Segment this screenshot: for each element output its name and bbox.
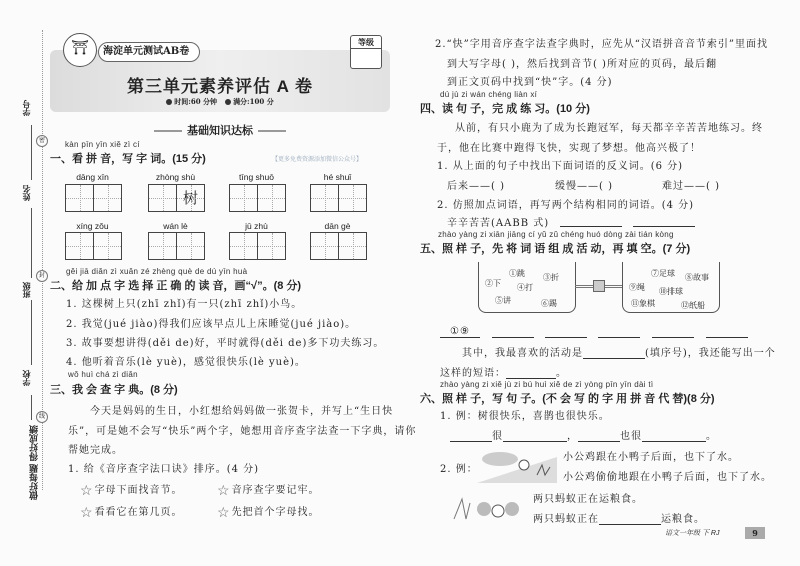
word-pinyin: dāng xīn: [76, 172, 109, 182]
noun-pool: ⑦足球 ⑧故事 ⑨绳 ⑩排球 ⑪象棋 ⑫纸船: [622, 262, 720, 313]
book-label: 语文一年级 下 RJ: [665, 530, 720, 537]
s2-item: 2. 我觉(jué jiào)得我们应该早点儿上床睡觉(jué jiào)。: [66, 319, 357, 330]
aabb-blank[interactable]: [560, 216, 622, 227]
s6-example2b: 小公鸡偷偷地跟在小鸭子后面，也下了水。: [563, 472, 772, 483]
s4-title: 四、读 句 子，完 成 练 习。(10 分): [420, 103, 590, 115]
word-pinyin: wán lè: [163, 221, 188, 231]
star-answer-icon[interactable]: ☆: [80, 504, 94, 521]
brand-label: 海淀单元测试AB卷: [98, 42, 200, 62]
time-limit: 时间:60 分钟: [174, 97, 218, 106]
s3-q2: 到大写字母( )，然后找到音节( )所对应的页码，最后翻: [447, 59, 717, 70]
watermark: 【更多免费资源添加微信公众号】: [272, 156, 363, 163]
s6-example2-label: 2. 例：: [440, 464, 478, 475]
s4-para: 于，他在比赛中跑得飞快，实现了梦想。他高兴极了！: [437, 143, 701, 154]
full-score: 满分:100 分: [233, 97, 274, 106]
check-icon: [225, 99, 231, 105]
s5-pinyin: zhào yàng zi xiān jiāng cí yǔ zǔ chéng huó dòng zài tián kòng: [438, 230, 674, 239]
favorite-line: 其中，我最喜欢的活动是 (填序号)，我还能写出一个: [462, 348, 776, 359]
page-title: 第三单元素养评估 A 卷: [126, 77, 314, 96]
s4-pinyin: dú jù zi wán chéng liàn xí: [440, 90, 538, 99]
activity-blank[interactable]: [652, 325, 694, 338]
favorite-blank[interactable]: [583, 348, 645, 359]
s6-ant-answer: 两只蚂蚁正在 运粮食。: [533, 514, 705, 525]
word-box[interactable]: [148, 232, 205, 260]
answer-blank[interactable]: [450, 431, 492, 442]
s3-q2: 2.“快”字用音序查字法查字典时，应先从“汉语拼音音节索引”里面找: [435, 39, 768, 50]
s4-q1: 1. 从上面的句子中找出下面词语的反义词。(6 分): [437, 161, 684, 172]
aabb-label: 辛辛苦苦(AABB 式): [447, 218, 550, 229]
s4-q2: 2. 仿照加点词语，再写两个结构相同的词语。(4 分): [437, 200, 695, 211]
page-number: 9: [745, 527, 765, 539]
s1-pinyin: kàn pīn yīn xiě zì cí: [65, 140, 140, 149]
answer-blank[interactable]: [642, 431, 706, 442]
grade-box[interactable]: [350, 35, 382, 69]
clock-icon: [166, 99, 172, 105]
rhyme-item[interactable]: ☆字母下面找音节。: [80, 482, 183, 499]
s3-q1: 1. 给《音序查字法口诀》排序。(4 分): [68, 464, 260, 475]
s4-para: 从前，有只小鹿为了成为长跑冠军，每天都辛辛苦苦地练习。终: [455, 123, 763, 134]
example-answer: ①⑨: [440, 326, 480, 338]
s1-title: 一、看 拼 音，写 字 词。(15 分): [50, 153, 206, 165]
word-pinyin: zhòng shù: [155, 172, 196, 182]
antonym-blank[interactable]: 缓慢——( ): [555, 181, 613, 192]
word-pinyin: xíng zǒu: [76, 221, 109, 231]
seal-mi: 密: [36, 135, 48, 147]
s6-example1: 1. 例：树很快乐，喜鹊也很快乐。: [440, 411, 610, 422]
s3-para: 今天是妈妈的生日，小红想给妈妈做一张贺卡，并写上“生日快: [90, 406, 394, 417]
rhyme-item[interactable]: ☆先把首个字母找。: [217, 504, 320, 521]
s2-item: 1. 这棵树上只(zhī zhǐ)有一只(zhī zhǐ)小鸟。: [66, 299, 303, 310]
name-label: 姓名: [21, 185, 31, 201]
student-id-field[interactable]: [31, 125, 32, 180]
seal-feng: 封: [36, 270, 48, 282]
word-box[interactable]: [229, 184, 286, 212]
ants-illustration: [452, 493, 532, 521]
word-pinyin: dān gè: [324, 221, 351, 231]
class-field[interactable]: [31, 300, 32, 365]
word-pinyin: hé shuǐ: [323, 172, 352, 182]
s6-pinyin: zhào yàng zi xiě jù zi bú huì xiě de zì yòng pīn yīn dài tì: [440, 380, 654, 389]
class-label: 班级: [21, 282, 31, 298]
activity-blank[interactable]: [492, 325, 534, 338]
s5-title: 五、照 样 子，先 将 词 语 组 成 活 动，再 填 空。(7 分): [420, 243, 691, 255]
s2-title: 二、给 加 点 字 选 择 正 确 的 读 音，画“√”。(8 分): [50, 280, 302, 292]
word-box[interactable]: 树: [148, 184, 205, 212]
chick-duck-illustration: [472, 445, 560, 485]
phrase-blank[interactable]: [506, 368, 556, 379]
star-answer-icon[interactable]: ☆: [80, 482, 94, 499]
rhyme-item[interactable]: ☆音序查字要记牢。: [217, 482, 320, 499]
word-box[interactable]: [65, 184, 122, 212]
student-id-label: 学号: [21, 100, 31, 116]
valve-icon: [593, 280, 605, 292]
s3-pinyin: wǒ huì chá zì diǎn: [68, 370, 138, 379]
answer-blank[interactable]: [503, 431, 567, 442]
name-field[interactable]: [31, 208, 32, 278]
verb-pool: ①跳 ③折 ②下 ④打 ⑤讲 ⑥踢: [478, 262, 576, 313]
grade-label: 等级: [351, 36, 381, 49]
s6-ant-sentence: 两只蚂蚁正在运粮食。: [533, 494, 643, 505]
school-label: 学校: [21, 370, 31, 386]
rhyme-item[interactable]: ☆看看它在第几页。: [80, 504, 183, 521]
s3-para: 帮她完成。: [68, 445, 123, 456]
seal-xian: 线: [36, 411, 48, 423]
s2-pinyin: gěi jiā diǎn zì xuǎn zé zhèng què de dú yīn huà: [66, 267, 248, 276]
antonym-blank[interactable]: 难过——( ): [662, 181, 720, 192]
word-box[interactable]: [310, 184, 367, 212]
activity-blank[interactable]: [706, 325, 748, 338]
exam-meta: [50, 97, 390, 107]
antonym-blank[interactable]: 后来——( ): [447, 181, 505, 192]
star-answer-icon[interactable]: ☆: [217, 482, 231, 499]
margin-slogan: 做好每题 得好成绩: [30, 425, 40, 501]
word-pinyin: jū zhù: [245, 221, 268, 231]
answer-blank[interactable]: [578, 431, 620, 442]
s2-item: 3. 故事要想讲得(děi de)好，平时就得(děi de)多下功夫练习。: [66, 338, 385, 349]
aabb-blank[interactable]: [633, 216, 695, 227]
s6-example2a: 小公鸡跟在小鸭子后面，也下了水。: [563, 452, 739, 463]
s3-q2: 到正文页码中找到“快”字。(4 分): [447, 77, 613, 88]
phrase-line: 这样的短语： 。: [440, 368, 567, 379]
section-banner: 基础知识达标: [140, 122, 300, 138]
s2-item: 4. 他听着音乐(lè yuè)，感觉很快乐(lè yuè)。: [66, 357, 306, 368]
s3-para: 乐”，可是她不会写“快乐”两个字，她想用音序查字法查一下字典，请你: [68, 426, 417, 437]
answer-blank[interactable]: [599, 514, 661, 525]
word-pinyin: tīng shuō: [239, 172, 274, 182]
word-box[interactable]: [310, 232, 367, 260]
word-box[interactable]: [65, 232, 122, 260]
star-answer-icon[interactable]: ☆: [217, 504, 231, 521]
s6-title: 六、照 样 子，写 句 子。(不 会 写 的 字 用 拼 音 代 替)(8 分): [420, 393, 715, 405]
s6-answer1: 很 ， 也很 。: [450, 427, 717, 442]
s3-title: 三、我 会 查 字 典。(8 分): [50, 384, 178, 396]
activity-blank[interactable]: [545, 325, 587, 338]
logo-icon: ⛩: [63, 33, 97, 67]
activity-blank[interactable]: [598, 325, 640, 338]
school-field[interactable]: [31, 395, 32, 420]
word-box[interactable]: [229, 232, 286, 260]
